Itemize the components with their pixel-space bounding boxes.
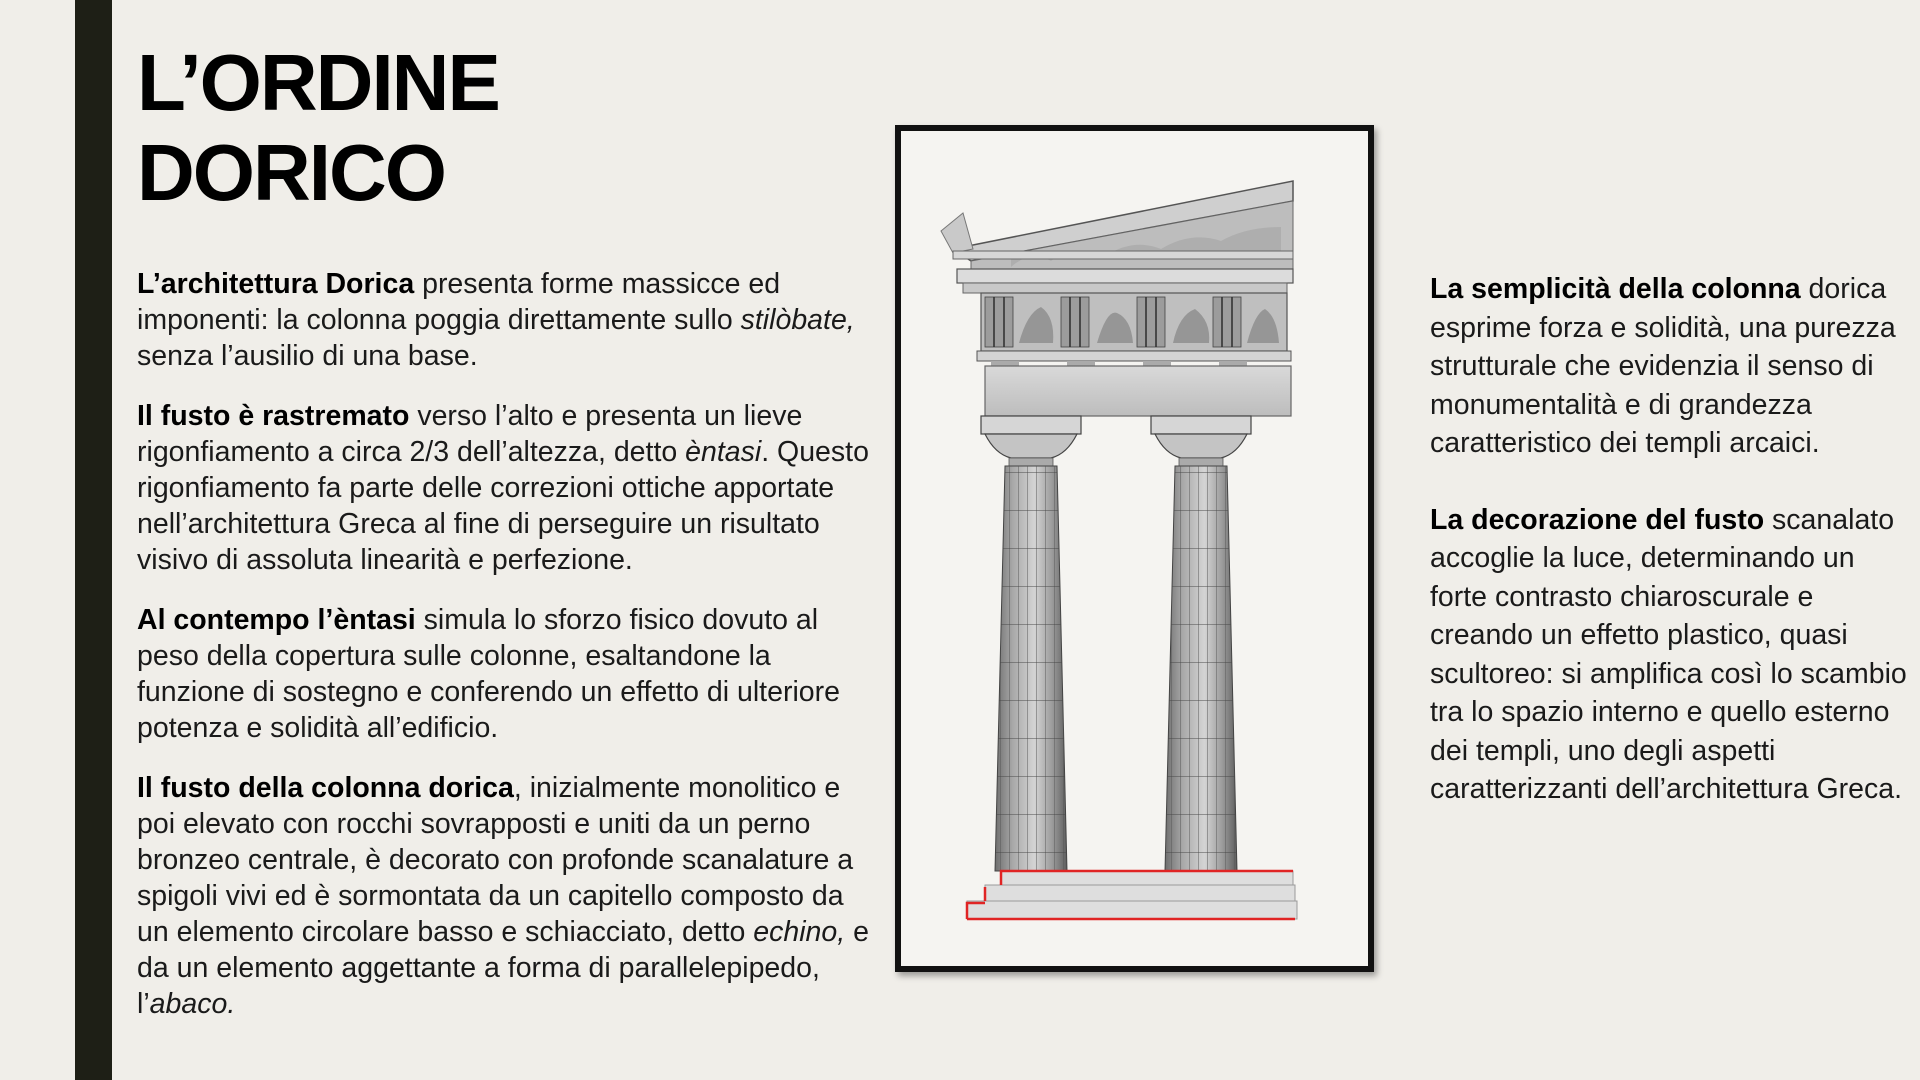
doric-temple-drawing-icon — [901, 131, 1368, 966]
paragraph-lead: Il fusto della colonna dorica — [137, 772, 514, 804]
paragraph-lead: La decorazione del fusto — [1430, 503, 1765, 536]
paragraph-text: simula lo sforzo fisico dovuto al peso della copertura sulle colonne, esaltandone la funzione di sostegno e conferendo un effetto di ulteriore potenza e solidità all’edificio. — [137, 604, 840, 744]
left-accent-bar — [75, 0, 112, 1080]
paragraph-decorazione — [1430, 501, 1910, 809]
paragraph-text: senza l’ausilio di una base. — [137, 340, 478, 372]
title-line-2: DORICO — [137, 128, 445, 217]
paragraph-italic: stilòbate, — [740, 304, 855, 336]
paragraph-text: verso l’alto e presenta un lieve rigonfiamento a circa 2/3 dell’altezza, detto — [137, 400, 803, 468]
paragraph-text: dorica esprime forza e solidità, una purezza strutturale che evidenzia il senso di monumentalità e di grandezza caratteristico dei templi arcaici. — [1430, 273, 1896, 459]
paragraph-lead: Al contempo l’èntasi — [137, 604, 416, 636]
paragraph-lead: Il fusto è rastremato — [137, 400, 410, 432]
paragraph-italic: echino, — [753, 916, 846, 948]
paragraph-text: . Questo rigonfiamento fa parte delle correzioni ottiche apportate nell’architettura Greca al fine di perseguire un risultato visivo di assoluta linearità e perfezione. — [137, 436, 869, 576]
paragraph-fusto-colonna — [137, 770, 872, 1022]
doric-temple-figure — [895, 125, 1374, 972]
paragraph-text: e da un elemento aggettante a forma di parallelepipedo, l’ — [137, 916, 869, 1020]
paragraph-lead: La semplicità della colonna — [1430, 273, 1801, 305]
paragraph-text: presenta forme massicce ed imponenti: la colonna poggia direttamente sullo — [137, 268, 781, 336]
title-line-1: L’ORDINE — [137, 38, 499, 127]
paragraph-fusto-rastremato — [137, 398, 872, 578]
paragraph-text: , inizialmente monolitico e poi elevato con rocchi sovrapposti e uniti da un perno bronzeo centrale, è decorato con profonde scanalature a spigoli vivi ed è sormontata da un capitello composto da un elemento circolare basso e schiacciato, detto — [137, 772, 854, 948]
paragraph-entasi — [137, 602, 872, 746]
paragraph-semplicita — [1430, 270, 1910, 463]
paragraph-italic: èntasi — [685, 436, 762, 468]
paragraph-dorica — [137, 266, 872, 374]
right-text-column — [1430, 270, 1910, 847]
paragraph-lead: L’architettura Dorica — [137, 268, 415, 300]
paragraph-text: scanalato accoglie la luce, determinando un forte contrasto chiaroscurale e creando un effetto plastico, quasi scultoreo: si amplifica così lo scambio tra lo spazio interno e quello esterno dei templi, uno degli aspetti caratterizzanti dell’architettura Greca. — [1430, 503, 1907, 805]
paragraph-italic: abaco. — [149, 988, 236, 1020]
left-text-column — [137, 266, 872, 1046]
page-title — [137, 38, 737, 218]
